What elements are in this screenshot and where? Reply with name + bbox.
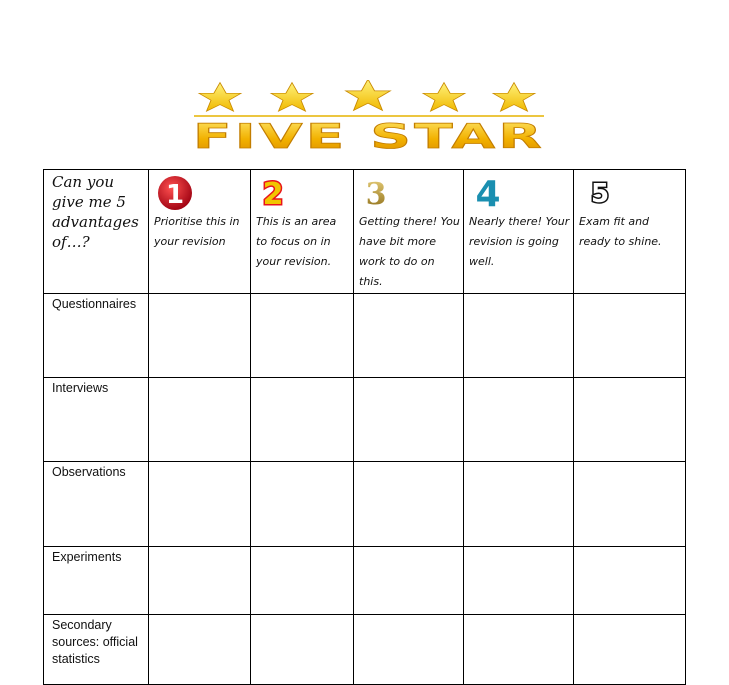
row-label: Observations <box>44 462 149 547</box>
answer-cell[interactable] <box>464 615 574 685</box>
level-5-description: Exam fit and ready to shine. <box>579 215 662 248</box>
logo-text: FIVE STAR <box>193 117 545 154</box>
header-row <box>44 170 686 294</box>
table-row <box>44 294 686 378</box>
svg-text:1: 1 <box>165 180 185 210</box>
answer-cell[interactable] <box>149 615 251 685</box>
answer-cell[interactable] <box>464 294 574 378</box>
level-1-cell <box>149 170 251 294</box>
level-3-cell <box>354 170 464 294</box>
answer-cell[interactable] <box>574 378 686 462</box>
answer-cell[interactable] <box>251 462 354 547</box>
answer-cell[interactable] <box>149 378 251 462</box>
answer-cell[interactable] <box>354 462 464 547</box>
level-5-cell <box>574 170 686 294</box>
star-icon <box>199 83 241 112</box>
table-row <box>44 378 686 462</box>
answer-cell[interactable] <box>251 294 354 378</box>
level-1-description: Prioritise this in your revision <box>154 215 240 248</box>
row-label: Interviews <box>44 378 149 462</box>
red-circle-number-icon <box>153 172 197 212</box>
svg-text:2: 2 <box>262 177 284 212</box>
answer-cell[interactable] <box>574 615 686 685</box>
level-4-description: Nearly there! Your revision is going well. <box>469 215 570 268</box>
answer-cell[interactable] <box>354 547 464 615</box>
teal-number-icon <box>468 172 512 212</box>
black-number-icon <box>578 172 622 212</box>
answer-cell[interactable] <box>464 462 574 547</box>
question-cell <box>44 170 149 294</box>
gold-number-icon <box>358 172 402 212</box>
answer-cell[interactable] <box>574 547 686 615</box>
question-text: Can you give me 5 advantages of…? <box>52 173 139 251</box>
answer-cell[interactable] <box>354 378 464 462</box>
answer-cell[interactable] <box>251 378 354 462</box>
answer-cell[interactable] <box>574 462 686 547</box>
table-row <box>44 462 686 547</box>
answer-cell[interactable] <box>251 547 354 615</box>
svg-text:4: 4 <box>475 174 501 212</box>
row-label: Experiments <box>44 547 149 615</box>
level-3-description: Getting there! You have bit more work to do on this. <box>359 215 460 288</box>
answer-cell[interactable] <box>149 294 251 378</box>
answer-cell[interactable] <box>251 615 354 685</box>
red-number-icon <box>255 172 299 212</box>
table-row <box>44 615 686 685</box>
level-2-description: This is an area to focus on in your revision. <box>256 215 337 268</box>
answer-cell[interactable] <box>149 462 251 547</box>
row-label: Secondary sources: official statistics <box>44 615 149 685</box>
answer-cell[interactable] <box>464 378 574 462</box>
five-star-logo <box>188 80 550 154</box>
answer-cell[interactable] <box>574 294 686 378</box>
svg-text:5: 5 <box>590 179 610 209</box>
star-icon <box>271 83 313 112</box>
level-4-cell <box>464 170 574 294</box>
row-label: Questionnaires <box>44 294 149 378</box>
answer-cell[interactable] <box>149 547 251 615</box>
answer-cell[interactable] <box>354 615 464 685</box>
answer-cell[interactable] <box>354 294 464 378</box>
svg-text:3: 3 <box>365 177 387 212</box>
table-row <box>44 547 686 615</box>
star-icon <box>423 83 465 112</box>
star-icon <box>493 83 535 112</box>
level-2-cell <box>251 170 354 294</box>
star-icon <box>346 80 391 110</box>
revision-table <box>43 169 686 685</box>
answer-cell[interactable] <box>464 547 574 615</box>
